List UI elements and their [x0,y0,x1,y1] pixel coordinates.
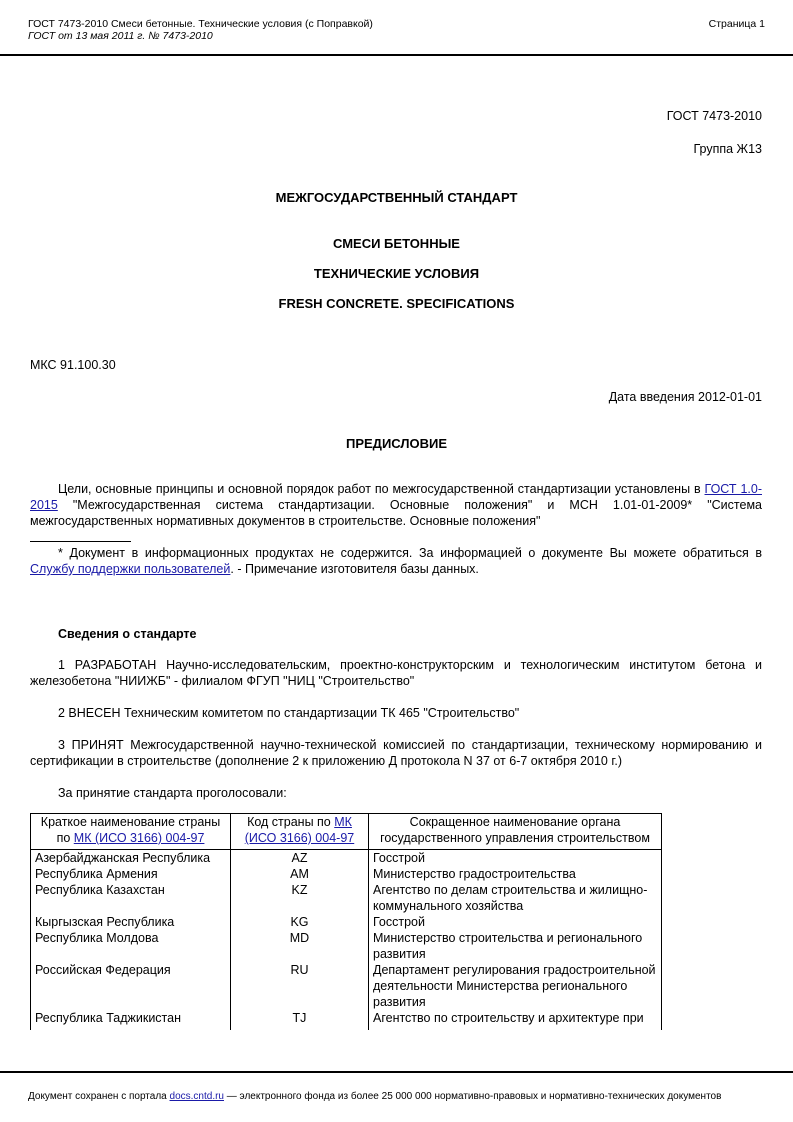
col-code-header: Код страны по МК (ИСО 3166) 004-97 [231,814,369,850]
page-footer: Документ сохранен с портала docs.cntd.ru — электронного фонда из более 25 000 000 нормативно-правовых и нормативно-технических документов [28,1091,722,1102]
table-row [31,1010,662,1030]
page-header [28,18,373,42]
info-paragraph-2: 2 ВНЕСЕН Техническим комитетом по стандартизации ТК 465 "Строительство" [58,706,520,720]
mk-link[interactable]: МК (ИСО 3166) 004-97 [73,831,205,845]
country-cell: Республика Молдова [31,930,231,962]
footer-divider [0,1071,793,1073]
code-cell: AZ [231,850,369,867]
header-title: ГОСТ 7473-2010 Смеси бетонные. Технические условия (с Поправкой) [28,18,373,30]
doc-kind: МЕЖГОСУДАРСТВЕННЫЙ СТАНДАРТ [275,190,518,205]
body-cell: Агентство по строительству и архитектуре при [369,1010,662,1030]
doc-title-en: FRESH CONCRETE. SPECIFICATIONS [278,296,515,311]
mk-link-short[interactable]: МК [334,815,352,829]
body-cell: Агентство по делам строительства и жилищно-коммунального хозяйства [369,882,662,914]
col-body-header: Сокращенное наименование органа государственного управления строительством [369,814,662,850]
foreword-paragraph: Цели, основные принципы и основной порядок работ по межгосударственной стандартизации установлены в ГОСТ 1.0-2015 "Межгосударственная система стандартизации. Основные положения" и МСН 1.01-01-2009* "Система межгосударственных нормативных документов в строительстве. Основные положения" [30,482,762,528]
iso-link[interactable]: (ИСО 3166) 004-97 [244,831,355,845]
body-cell: Госстрой [369,914,662,930]
header-divider [0,54,793,56]
foreword-heading: ПРЕДИСЛОВИЕ [346,436,447,451]
info-paragraph-4: За принятие стандарта проголосовали: [58,786,287,800]
country-cell: Республика Казахстан [31,882,231,914]
table-row [31,914,662,930]
code-cell: MD [231,930,369,962]
body-cell: Министерство строительства и регионального развития [369,930,662,962]
code-cell: KG [231,914,369,930]
table-row [31,850,662,867]
body-cell: Департамент регулирования градостроительной деятельности Министерства регионального развития [369,962,662,1010]
doc-group: Группа Ж13 [693,142,762,156]
table-row [31,962,662,1010]
country-cell: Республика Таджикистан [31,1010,231,1030]
footnote-divider [30,541,131,542]
body-cell: Госстрой [369,850,662,867]
code-cell: RU [231,962,369,1010]
col-country-header: Краткое наименование страны по МК (ИСО 3166) 004-97 [31,814,231,850]
code-cell: KZ [231,882,369,914]
table-row [31,882,662,914]
body-cell: Министерство градостроительства [369,866,662,882]
support-link[interactable]: Службу поддержки пользователей [30,562,231,576]
doc-subtitle: ТЕХНИЧЕСКИЕ УСЛОВИЯ [313,266,480,281]
intro-date: Дата введения 2012-01-01 [608,390,762,404]
mks-code: МКС 91.100.30 [30,358,116,372]
header-subtitle: ГОСТ от 13 мая 2011 г. № 7473-2010 [28,30,213,42]
country-cell: Республика Армения [31,866,231,882]
table-row [31,866,662,882]
portal-link[interactable]: docs.cntd.ru [169,1091,224,1102]
voting-table [30,813,662,1030]
page-number: Страница 1 [708,18,765,30]
info-heading: Сведения о стандарте [58,627,197,641]
info-paragraph-1: 1 РАЗРАБОТАН Научно-исследовательским, проектно-конструкторским и технологическим институтом бетона и железобетона "НИИЖБ" - филиалом ФГУП "НИЦ "Строительство" [30,658,762,688]
country-cell: Азербайджанская Республика [31,850,231,867]
code-cell: TJ [231,1010,369,1030]
info-paragraph-3: 3 ПРИНЯТ Межгосударственной научно-технической комиссией по стандартизации, техническому нормированию и сертификации в строительстве (дополнение 2 к приложению Д протокола N 37 от 6-7 октября 2010 г.) [30,738,762,768]
footnote: * Документ в информационных продуктах не содержится. За информацией о документе Вы можете обратиться в Службу поддержки пользователей. - Примечание изготовителя базы данных. [30,546,762,576]
country-cell: Кыргызская Республика [31,914,231,930]
table-row [31,930,662,962]
gost-link[interactable]: ГОСТ 1.0-2015 [30,482,762,512]
code-cell: AM [231,866,369,882]
country-cell: Российская Федерация [31,962,231,1010]
doc-title: СМЕСИ БЕТОННЫЕ [333,236,460,251]
doc-code: ГОСТ 7473-2010 [666,109,762,123]
